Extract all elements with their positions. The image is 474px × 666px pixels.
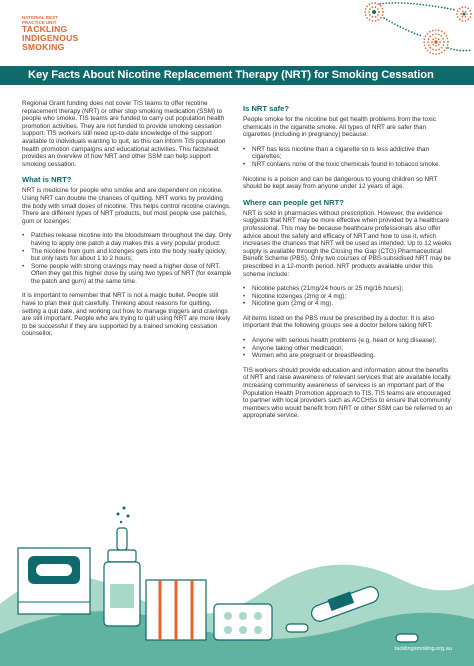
where-paragraph: NRT is sold in pharmacies without prescription. However, the evidence suggests that NRT may be more effective when provided by a healthcare professional. This may be because healthcare professionals also offer advice about the safety and efficacy of NRT and how to use it, which increases the chances that NRT will be used as intended. Up to 12 weeks supply is available through the Closing the Gap (CTG) Pharmaceutical Benefit Scheme (PBS). Only two courses of PBS-subsidised NRT may be prescribed in a 12-month period. NRT products available under this scheme include: bbox=[243, 209, 452, 278]
safe-list bbox=[243, 146, 453, 169]
is-nrt-safe-heading: Is NRT safe? bbox=[243, 104, 289, 113]
where-heading: Where can people get NRT? bbox=[243, 197, 344, 207]
list-item: • Nicotine lozenges (2mg or 4 mg); bbox=[243, 293, 453, 301]
list-item: • Anyone with serious health problems (e.g. heart or lung disease); bbox=[243, 337, 453, 345]
pbs-list bbox=[243, 285, 453, 308]
closing-paragraph: It is important to remember that NRT is not a magic bullet. People still have to plan their quit carefully. Thinking about reasons for quitting, setting a quit date, and working out how to manage triggers and cravings are still important. People who are trying to quit using NRT are more likely to be successful if they are supported by a trained smoking cessation counsellor. bbox=[22, 292, 231, 338]
patch-box bbox=[146, 580, 206, 640]
right-column bbox=[243, 104, 453, 427]
list-item: • Patches release nicotine into the bloodstream throughout the day. Only having to apply one patch a day makes this a very popular product; bbox=[22, 232, 232, 247]
nrt-types-list bbox=[22, 232, 232, 285]
list-item: • NRT has less nicotine than a cigarette so is less addictive than cigarettes; bbox=[243, 146, 453, 161]
header bbox=[0, 0, 474, 64]
tis-logo bbox=[22, 15, 78, 52]
safe-paragraph: People smoke for the nicotine but get health problems from the toxic chemicals in the cigarette smoke. All types of NRT are safer than cigarettes (including in pregnancy) because: bbox=[243, 116, 436, 139]
logo-line: PRACTICE UNIT bbox=[22, 20, 57, 25]
tis-paragraph: TIS workers should provide education and information about the benefits of NRT and raise awareness of relevant services that are available locally. Increasing community awareness of services is an important part of the Population Health Promotion approach to TIS. TIS teams are encouraged to partner with local providers such as ACCHSs to ensure that community members who would benefit from NRT or other SSM can be referred to an appropriate service. bbox=[243, 366, 453, 420]
what-is-nrt-paragraph: NRT is medicine for people who smoke and are dependent on nicotine. Using NRT can double the chances of quitting. NRT works by providing the body with small doses of nicotine. This helps control nicotine cravings. There are different types of NRT products, but most people use patches, gum or lozenges: bbox=[22, 187, 231, 225]
intro-paragraph: Regional Grant funding does not cover TIS teams to offer nicotine replacement therapy (NRT) or other stop smoking medication (SSM) to people who smoke. TIS teams are funded to carry out population health promotion activities. They are not funded to provide smoking cessation support. TIS workers still need up-to-date knowledge of the support available to individuals wanting to quit, as this can inform TIS population health promotion campaigns and educational activities. This factsheet provides an overview of how NRT and other SSM can help support smoking cessation. bbox=[22, 100, 226, 168]
nrt-products-illustration bbox=[0, 484, 474, 666]
poison-paragraph: Nicotine is a poison and can be dangerous to young children so NRT should be kept away from anyone under 12 years of age. bbox=[243, 175, 438, 191]
logo-line: SMOKING bbox=[22, 42, 65, 52]
logo-line: TACKLING bbox=[22, 24, 68, 34]
title-bar bbox=[0, 66, 474, 85]
what-is-nrt-heading: What is NRT? bbox=[22, 175, 72, 185]
logo-line: NATIONAL BEST bbox=[22, 15, 58, 20]
list-item: • Some people with strong cravings may need a higher dose of NRT. Often they get this higher dose by using two types of NRT (for example the patch and gum) at the same time. bbox=[22, 263, 232, 286]
spray-bottle bbox=[104, 507, 140, 627]
list-item: • Nicotine gum (2mg or 4 mg). bbox=[243, 300, 453, 308]
doctor-list bbox=[243, 337, 453, 360]
list-item: • Nicotine patches (21mg/24 hours or 25 mg/16 hours); bbox=[243, 285, 453, 293]
dot-art-decoration bbox=[344, 0, 474, 64]
list-item: • NRT contains none of the toxic chemicals found in tobacco smoke. bbox=[243, 161, 453, 169]
page-title: Key Facts About Nicotine Replacement Therapy (NRT) for Smoking Cessation bbox=[28, 69, 434, 81]
doctor-paragraph: All items listed on the PBS must be prescribed by a doctor. It is also important that the following groups see a doctor before taking NRT: bbox=[243, 314, 435, 330]
footer-url[interactable]: tacklingsmoking.org.au bbox=[394, 646, 452, 652]
logo-line: INDIGENOUS bbox=[22, 33, 79, 43]
left-column bbox=[22, 100, 232, 345]
lozenge-pack bbox=[214, 604, 272, 640]
list-item: • Anyone taking other medication; bbox=[243, 345, 453, 353]
list-item: • The nicotine from gum and lozenges gets into the body really quickly, but only lasts for about 1 to 2 hours; bbox=[22, 248, 232, 263]
list-item: • Women who are pregnant or breastfeeding. bbox=[243, 352, 453, 360]
